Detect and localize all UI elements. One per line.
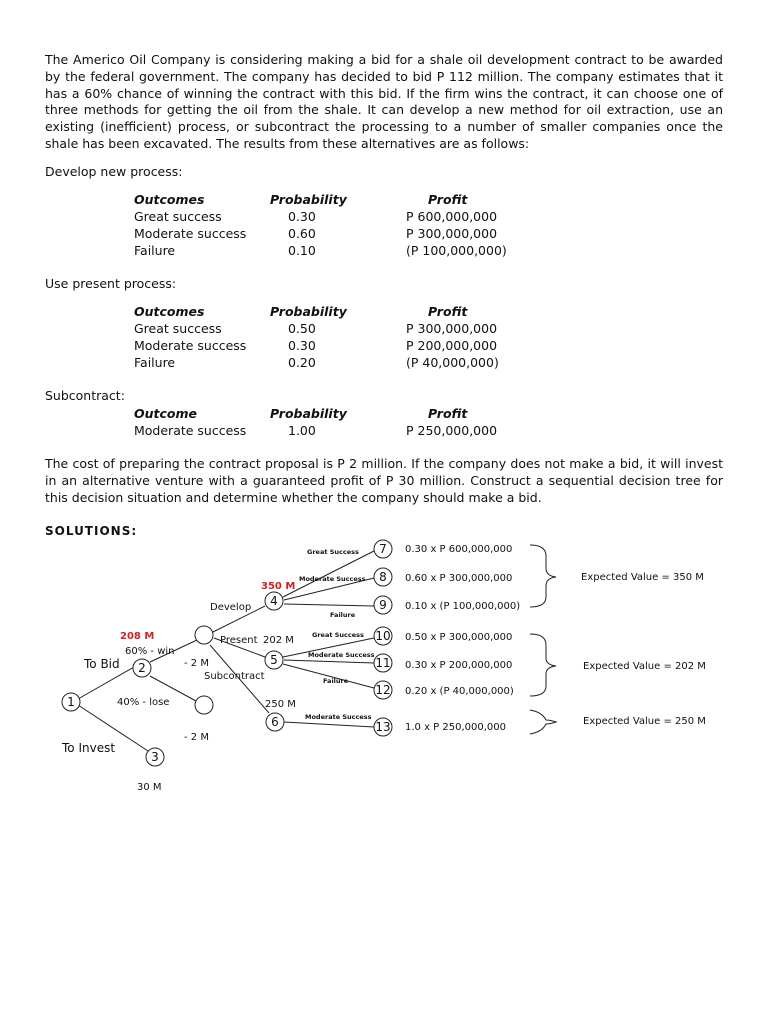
expected-value-2: Expected Value = 202 M [583,661,706,672]
cost-win-label: - 2 M [184,658,209,669]
table-row [134,422,588,439]
present-branch-label: Present [220,635,258,646]
node-11-label: 11 [375,656,391,670]
node-12-label: 12 [375,683,391,697]
lose-label: 40% - lose [117,697,170,708]
moderate-success-label-3: Moderate Success [305,713,372,721]
table-row [134,354,588,371]
invest-value-label: 30 M [137,782,162,793]
node-2-label: 2 [138,661,146,675]
subcontract-value-label: 250 M [265,699,296,710]
develop-table [134,191,588,259]
present-label: Use present process: [45,276,177,291]
header-outcomes: Outcomes [134,304,205,319]
branch-moderate-3 [284,722,374,727]
profit-cell: P 300,000,000 [406,226,498,241]
probability-cell: 0.60 [288,226,316,241]
header-profit: Profit [428,304,468,319]
header-outcome: Outcome [134,406,198,421]
probability-cell: 0.10 [288,243,316,258]
table-row [134,208,588,225]
subcontract-label: Subcontract: [45,388,125,403]
probability-cell: 0.50 [288,321,316,336]
node-9-label: 9 [379,598,387,612]
profit-cell: (P 100,000,000) [406,243,507,258]
probability-cell: 0.20 [288,355,316,370]
outcome-cell: Moderate success [134,226,247,241]
subcontract-branch-label: Subcontract [204,671,265,682]
ev-develop-label: 350 M [261,581,296,592]
probability-cell: 0.30 [288,338,316,353]
great-success-label-2: Great Success [312,631,364,639]
ev-bid-label: 208 M [120,631,155,642]
calc-10: 0.50 x P 300,000,000 [405,632,513,643]
branch-moderate-2 [284,660,374,663]
node-lose [195,696,213,714]
solutions-heading: SOLUTIONS: [45,524,138,538]
failure-label-1: Failure [330,611,356,619]
node-4-label: 4 [270,594,278,608]
outcome-cell: Moderate success [134,338,247,353]
moderate-success-label-2: Moderate Success [308,651,375,659]
brace-develop [530,545,556,607]
outcome-cell: Great success [134,209,222,224]
outcome-cell: Moderate success [134,423,247,438]
branch-great-1 [283,551,374,597]
probability-cell: 1.00 [288,423,316,438]
profit-cell: (P 40,000,000) [406,355,499,370]
node-win [195,626,213,644]
present-value-label: 202 M [263,635,294,646]
table-header-row [134,191,588,208]
branch-failure-1 [284,604,374,606]
develop-branch-label: Develop [210,602,252,613]
header-probability: Probability [270,304,347,319]
calc-13: 1.0 x P 250,000,000 [405,722,507,733]
moderate-success-label-1: Moderate Success [299,575,366,583]
calc-9: 0.10 x (P 100,000,000) [405,601,521,612]
header-probability: Probability [270,192,347,207]
great-success-label-1: Great Success [307,548,359,556]
table-row [134,320,588,337]
present-table [134,303,588,371]
develop-label: Develop new process: [45,164,183,179]
node-7-label: 7 [379,542,387,556]
expected-value-1: Expected Value = 350 M [581,572,704,583]
table-row [134,242,588,259]
branch-bid [78,667,134,699]
node-13-label: 13 [375,720,391,734]
node-1-label: 1 [67,695,75,709]
calc-12: 0.20 x (P 40,000,000) [405,686,514,697]
table-header-row [134,303,588,320]
brace-present [530,634,556,696]
table-header-row [134,405,588,422]
profit-cell: P 200,000,000 [406,338,498,353]
problem-closing: The cost of preparing the contract proposal is P 2 million. If the company does not make a bid, it will invest in an alternative venture with a guaranteed profit of P 30 million. Construct a sequential decision tree for this decision situation and determine whether the company should make a bid. [45,456,723,505]
to-invest-label: To Invest [62,741,116,755]
header-profit: Profit [428,192,468,207]
calc-8: 0.60 x P 300,000,000 [405,573,513,584]
to-bid-label: To Bid [84,657,120,671]
outcome-cell: Great success [134,321,222,336]
calc-7: 0.30 x P 600,000,000 [405,544,513,555]
profit-cell: P 250,000,000 [406,423,498,438]
table-row [134,225,588,242]
calc-11: 0.30 x P 200,000,000 [405,660,513,671]
node-10-label: 10 [375,629,391,643]
outcome-cell: Failure [134,355,176,370]
expected-value-3: Expected Value = 250 M [583,716,706,727]
header-probability: Probability [270,406,347,421]
brace-subcontract [530,710,556,734]
failure-label-2: Failure [323,677,349,685]
header-outcomes: Outcomes [134,192,205,207]
probability-cell: 0.30 [288,209,316,224]
win-label: 60% - win [125,646,175,657]
decision-tree [0,530,768,820]
profit-cell: P 300,000,000 [406,321,498,336]
profit-cell: P 600,000,000 [406,209,498,224]
header-profit: Profit [428,406,468,421]
node-8-label: 8 [379,570,387,584]
subcontract-table [134,405,588,439]
problem-intro: The Americo Oil Company is considering making a bid for a shale oil development contract to be awarded by the federal government. The company has decided to bid P 112 million. The company estimates that it has a 60% chance of winning the contract with this bid. If the firm wins the contract, it can choose one of three methods for getting the oil from the shale. It can develop a new method for oil extraction, use an existing (inefficient) process, or subcontract the processing to a number of smaller companies once the shale has been excavated. The results from these alternatives are as follows: [45,52,723,151]
node-5-label: 5 [270,653,278,667]
cost-lose-label: - 2 M [184,732,209,743]
node-6-label: 6 [271,715,279,729]
outcome-cell: Failure [134,243,176,258]
node-3-label: 3 [151,750,159,764]
table-row [134,337,588,354]
